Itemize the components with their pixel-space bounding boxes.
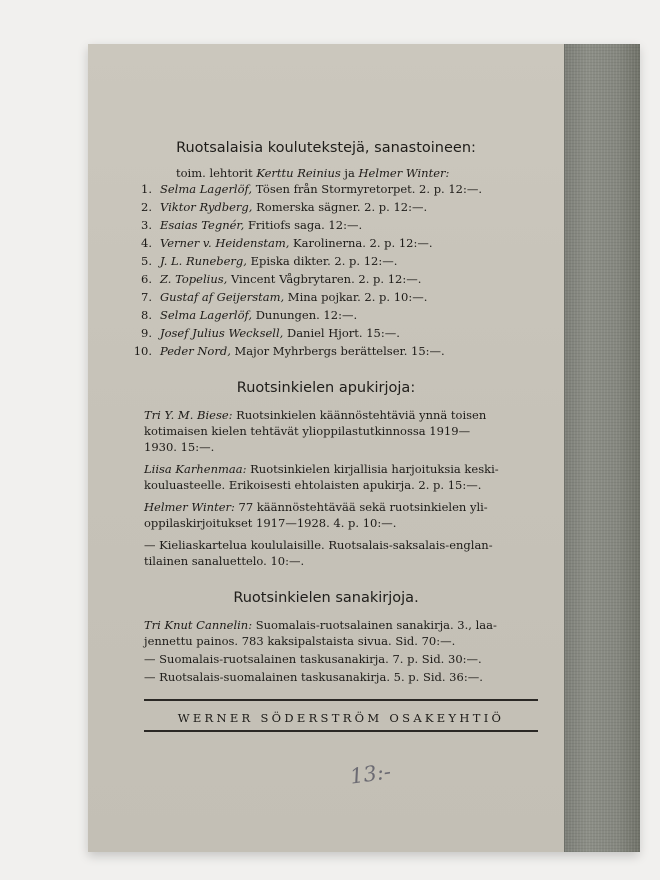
item-number: 9. <box>141 326 152 340</box>
list-item <box>132 182 482 196</box>
entry-text: Ruotsinkielen kirjallisia harjoituksia keski- <box>246 462 499 476</box>
entry-line <box>144 618 497 632</box>
item-title: Major Myhrbergs berättelser. 15:—. <box>230 344 445 358</box>
entry-line: — Ruotsalais-suomalainen taskusanakirja. 5. p. Sid. 36:—. <box>144 670 483 684</box>
entry-line <box>144 408 486 422</box>
cloth-spine <box>564 44 640 852</box>
item-number: 1. <box>141 182 152 196</box>
item-author: Verner v. Heidenstam, <box>160 236 290 250</box>
item-title: Episka dikter. 2. p. 12:—. <box>246 254 398 268</box>
entry-line: tilainen sanaluettelo. 10:—. <box>144 554 305 568</box>
item-title: Dunungen. 12:—. <box>252 308 358 322</box>
section-heading-dictionaries: Ruotsinkielen sanakirjoja. <box>233 590 419 606</box>
list-item <box>132 308 357 322</box>
entry-line <box>144 462 499 476</box>
entry-text: 77 käännöstehtävää sekä ruotsinkielen yli- <box>234 500 488 514</box>
item-title: Karolinerna. 2. p. 12:—. <box>289 236 433 250</box>
entry-text: Suomalais-ruotsalainen sanakirja. 3., laa- <box>252 618 497 632</box>
book-back-cover <box>88 44 639 852</box>
item-number: 10. <box>133 344 152 358</box>
section-heading-study-aids: Ruotsinkielen apukirjoja: <box>236 380 416 396</box>
item-author: Peder Nord, <box>160 344 231 358</box>
item-number: 8. <box>141 308 152 322</box>
entry-line: — Kieliaskartelua koululaisille. Ruotsalais-saksalais-englan- <box>144 538 493 552</box>
entry-line: oppilaskirjoitukset 1917—1928. 4. p. 10:—. <box>144 516 397 530</box>
item-number: 4. <box>141 236 152 250</box>
list-item <box>132 344 445 358</box>
cover-panel <box>88 44 564 852</box>
editor-name: Kerttu Reinius <box>256 166 341 180</box>
item-author: Viktor Rydberg, <box>160 200 253 214</box>
item-title: Fritiofs saga. 12:—. <box>244 218 363 232</box>
list-item <box>132 236 433 250</box>
item-author: Esaias Tegnér, <box>160 218 245 232</box>
editors-line <box>176 166 449 180</box>
item-title: Mina pojkar. 2. p. 10:—. <box>284 290 428 304</box>
item-title: Tösen från Stormyretorpet. 2. p. 12:—. <box>252 182 483 196</box>
entry-line <box>144 500 488 514</box>
entry-line: kotimaisen kielen tehtävät ylioppilastutkinnossa 1919— <box>144 424 471 438</box>
list-item <box>132 290 427 304</box>
list-item <box>132 272 421 286</box>
entry-line: 1930. 15:—. <box>144 440 215 454</box>
editor-name: Helmer Winter: <box>358 166 450 180</box>
item-number: 2. <box>141 200 152 214</box>
item-number: 5. <box>141 254 152 268</box>
handwritten-price: 13:- <box>348 759 393 789</box>
item-number: 3. <box>141 218 152 232</box>
item-author: Z. Topelius, <box>160 272 228 286</box>
item-author: J. L. Runeberg, <box>160 254 247 268</box>
entry-line: kouluasteelle. Erikoisesti ehtolaisten apukirja. 2. p. 15:—. <box>144 478 482 492</box>
divider <box>144 699 538 701</box>
entry-line: jennettu painos. 783 kaksipalstaista sivua. Sid. 70:—. <box>144 634 456 648</box>
item-title: Romerska sägner. 2. p. 12:—. <box>252 200 428 214</box>
item-author: Selma Lagerlöf, <box>160 308 253 322</box>
divider <box>144 730 538 732</box>
item-author: Selma Lagerlöf, <box>160 182 253 196</box>
list-item <box>132 254 397 268</box>
entry-author: Helmer Winter: <box>144 500 235 514</box>
section-heading-school-texts: Ruotsalaisia koulutekstejä, sanastoineen: <box>176 140 476 156</box>
item-title: Daniel Hjort. 15:—. <box>283 326 400 340</box>
entry-author: Liisa Karhenmaa: <box>144 462 247 476</box>
publisher-name: WERNER SÖDERSTRÖM OSAKEYHTIÖ <box>177 711 505 725</box>
entry-line: — Suomalais-ruotsalainen taskusanakirja. 7. p. Sid. 30:—. <box>144 652 482 666</box>
item-author: Josef Julius Wecksell, <box>160 326 284 340</box>
item-title: Vincent Vågbrytaren. 2. p. 12:—. <box>227 272 422 286</box>
list-item <box>132 326 400 340</box>
editors-prefix: toim. lehtorit <box>176 166 257 180</box>
entry-author: Tri Y. M. Biese: <box>144 408 233 422</box>
entry-author: Tri Knut Cannelin: <box>144 618 253 632</box>
list-item <box>132 200 427 214</box>
entry-text: Ruotsinkielen käännöstehtäviä ynnä toisen <box>232 408 487 422</box>
item-number: 7. <box>141 290 152 304</box>
editors-join: ja <box>340 166 359 180</box>
item-number: 6. <box>141 272 152 286</box>
item-author: Gustaf af Geijerstam, <box>160 290 285 304</box>
list-item <box>132 218 362 232</box>
